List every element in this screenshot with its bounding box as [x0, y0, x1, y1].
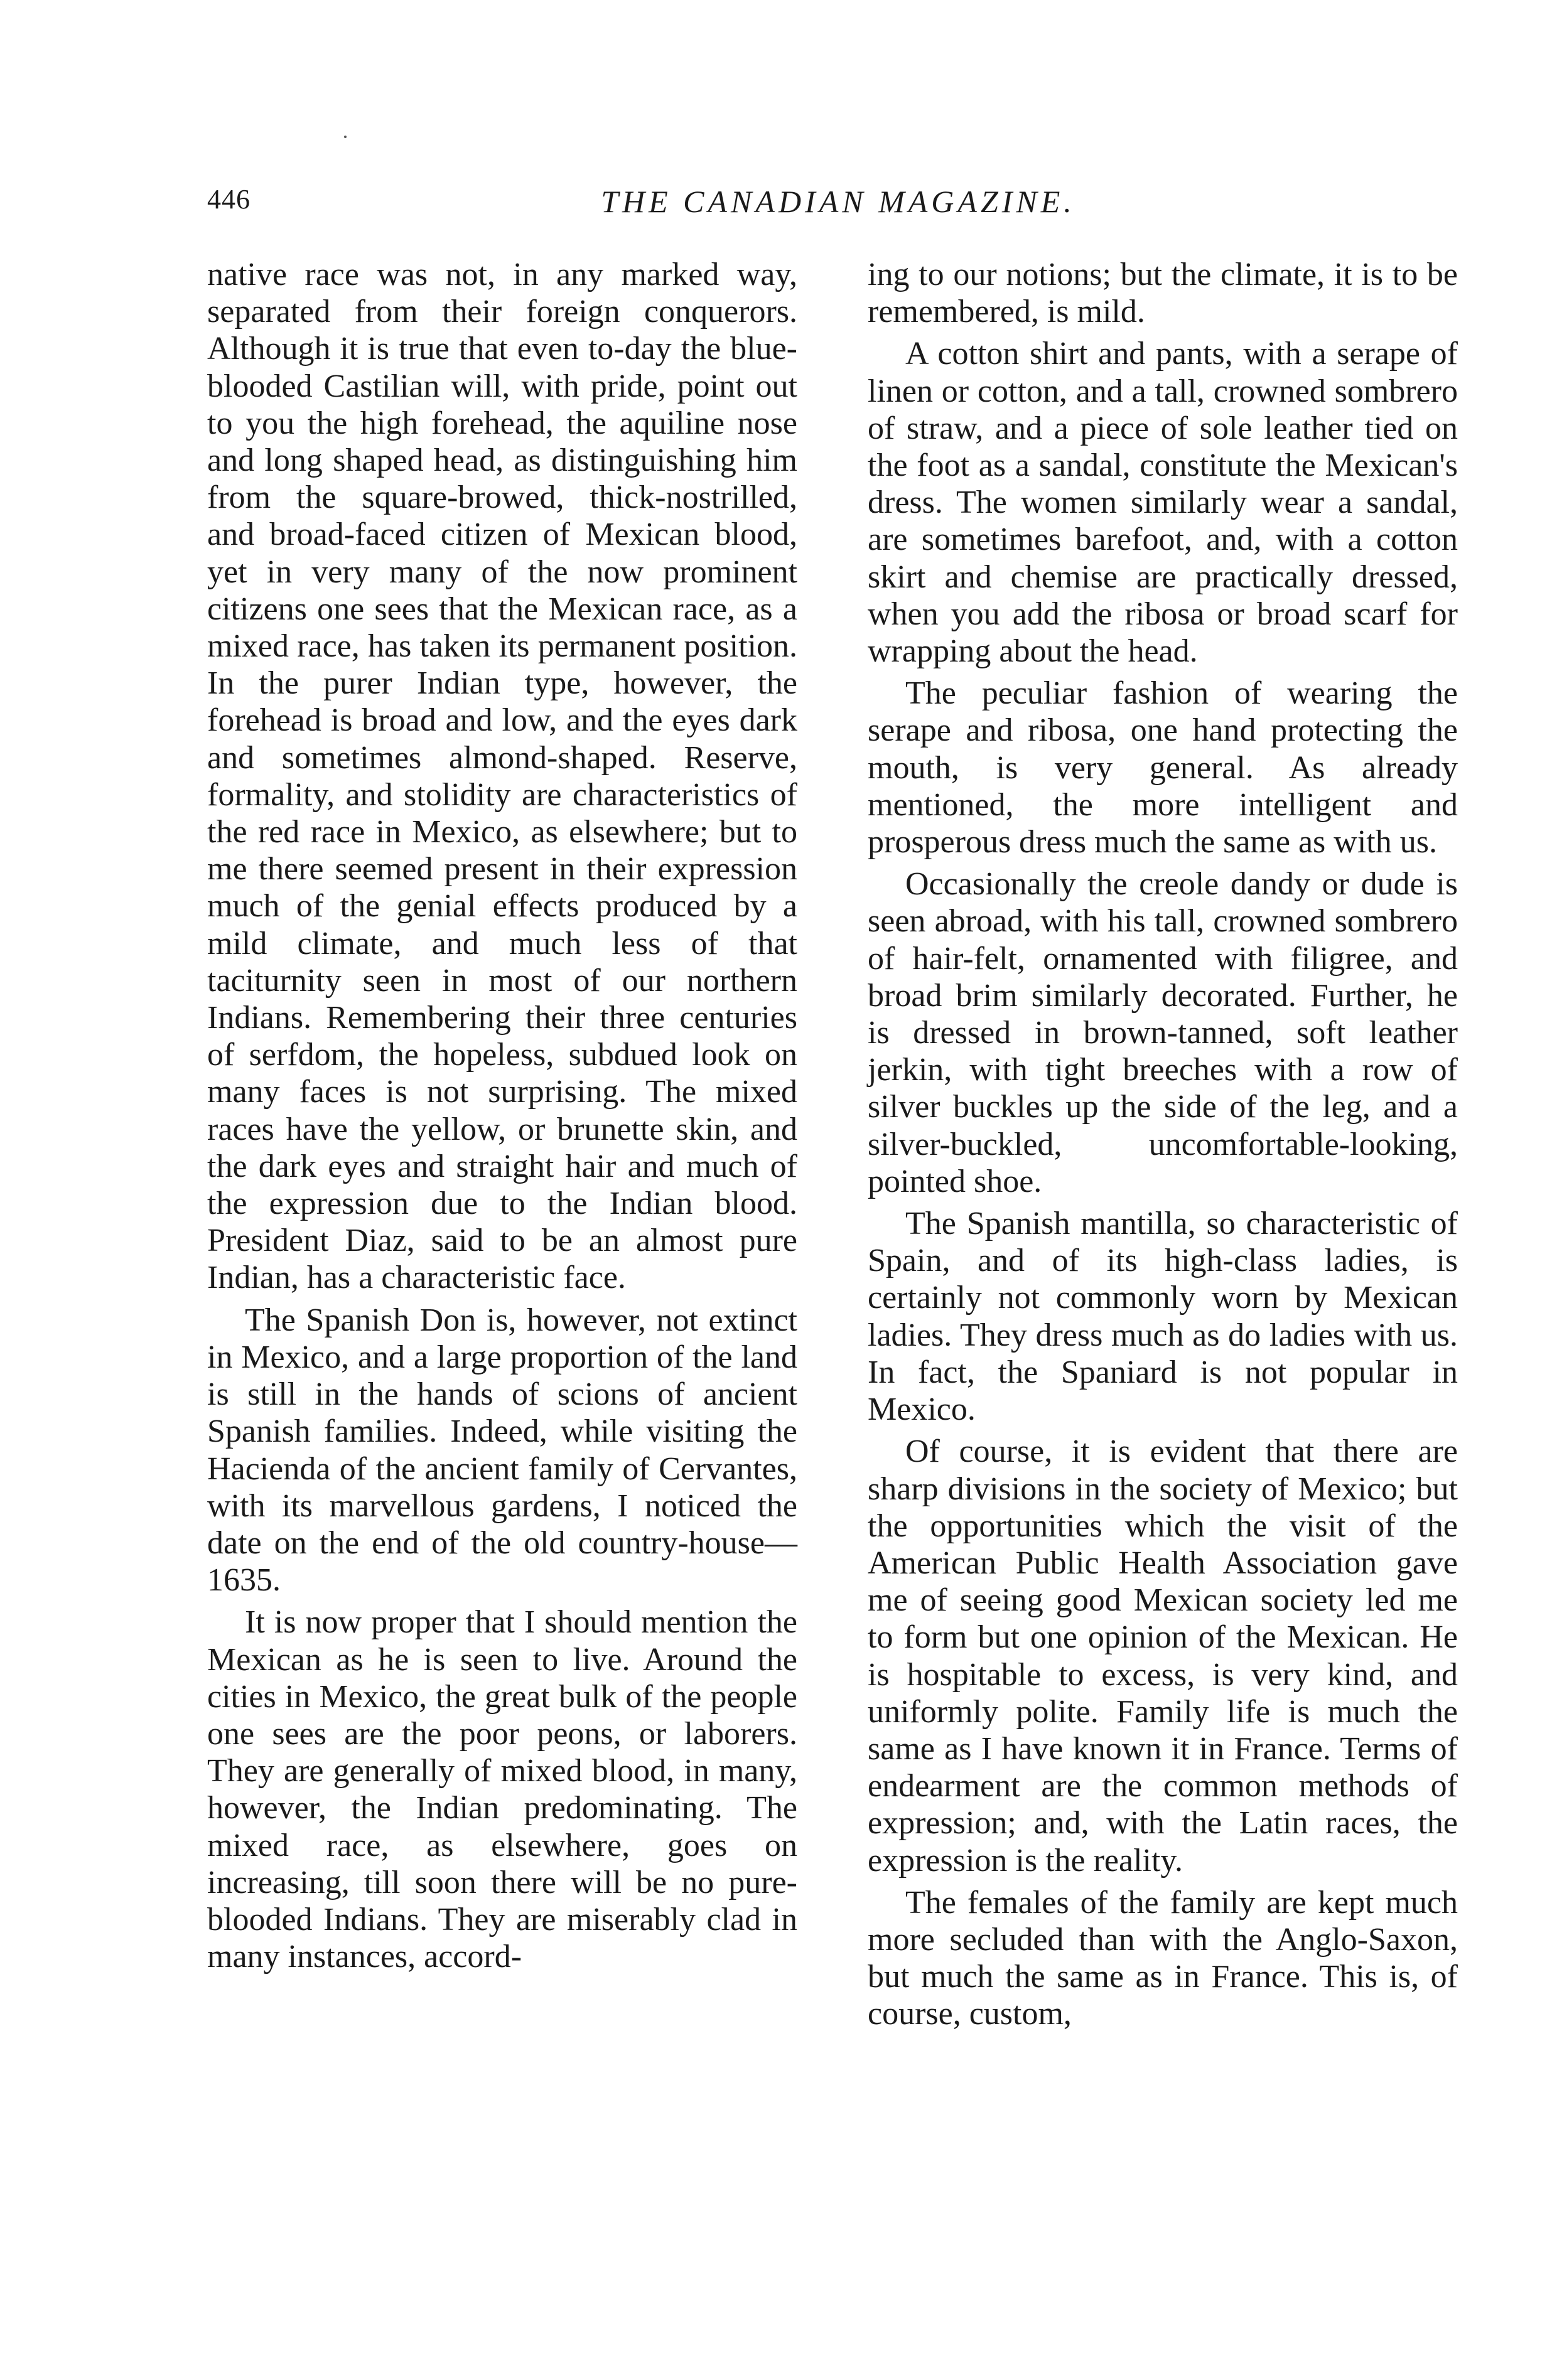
paragraph: ing to our notions; but the climate, it is to be remembered, is mild. [868, 257, 1458, 330]
journal-title: THE CANADIAN MAGAZINE. [601, 184, 1075, 219]
paragraph: A cotton shirt and pants, with a serape of linen or cotton, and a tall, crowned sombrero of straw, and a piece of sole leather tied on the foot as a sandal, constitute the Mexican's dress. The women similarly wear a sandal, are sometimes barefoot, and, with a cotton skirt and chemise are practically dressed, when you add the ribosa or broad scarf for wrapping about the head. [868, 336, 1458, 670]
paragraph: The Spanish Don is, however, not extinct in Mexico, and a large proportion of the land is still in the hands of scions of ancient Spanish families. Indeed, while visiting the Hacienda of the ancient family of Cervantes, with its marvellous gardens, I noticed the date on the end of the old country-house—1635. [207, 1302, 797, 1599]
paragraph: The peculiar fashion of wearing the serape and ribosa, one hand protecting the mouth, is very general. As already mentioned, the more intelligent and prosperous dress much the same as with us. [868, 675, 1458, 860]
paragraph: The females of the family are kept much more secluded than with the Anglo-Saxon, but much the same as in France. This is, of course, custom, [868, 1884, 1458, 2032]
paragraph: native race was not, in any marked way, separated from their foreign conquerors. Although it is true that even to-day the blue-blooded Castilian will, with pride, point out to you the high forehead, the aquiline nose and long shaped head, as distinguishing him from the square-browed, thick-nostrilled, and broad-faced citizen of Mexican blood, yet in very many of the now prominent citizens one sees that the Mexican race, as a mixed race, has taken its permanent position. In the purer Indian type, however, the forehead is broad and low, and the eyes dark and sometimes almond-shaped. Reserve, formality, and stolidity are characteristics of the red race in Mexico, as elsewhere; but to me there seemed present in their expression much of the genial effects produced by a mild climate, and much less of that taciturnity seen in most of our northern Indians. Remembering their three centuries of serfdom, the hopeless, subdued look on many faces is not surprising. The mixed races have the yellow, or brunette skin, and the dark eyes and straight hair and much of the expression due to the Indian blood. President Diaz, said to be an almost pure Indian, has a characteristic face. [207, 257, 797, 1296]
article-body [207, 256, 1469, 2202]
paragraph: Of course, it is evident that there are sharp divisions in the society of Mexico; but the opportunities which the visit of the American Public Health Association gave me of seeing good Mexican society led me to form but one opinion of the Mexican. He is hospitable to excess, is very kind, and uniformly polite. Family life is much the same as I have known it in France. Terms of endearment are the common methods of expression; and, with the Latin races, the expression is the reality. [868, 1434, 1458, 1879]
paragraph: It is now proper that I should mention the Mexican as he is seen to live. Around the cities in Mexico, the great bulk of the people one sees are the poor peons, or laborers. They are generally of mixed blood, in many, however, the Indian predominating. The mixed race, as elsewhere, goes on increasing, till soon there will be no pure-blooded Indians. They are miserably clad in many instances, accord- [207, 1604, 797, 1975]
running-head [207, 183, 1469, 227]
paragraph: The Spanish mantilla, so characteristic of Spain, and of its high-class ladies, is certainly not commonly worn by Mexican ladies. They dress much as do ladies with us. In fact, the Spaniard is not popular in Mexico. [868, 1206, 1458, 1428]
left-column [207, 256, 797, 1975]
right-column [868, 256, 1458, 2033]
print-speck [344, 136, 347, 138]
page-number: 446 [207, 184, 251, 215]
paragraph: Occasionally the creole dandy or dude is seen abroad, with his tall, crowned sombrero of hair-felt, ornamented with filigree, and broad brim similarly decorated. Further, he is dressed in brown-tanned, soft leather jerkin, with tight breeches with a row of silver buckles up the side of the leg, and a silver-buckled, uncomfortable-looking, pointed shoe. [868, 866, 1458, 1199]
